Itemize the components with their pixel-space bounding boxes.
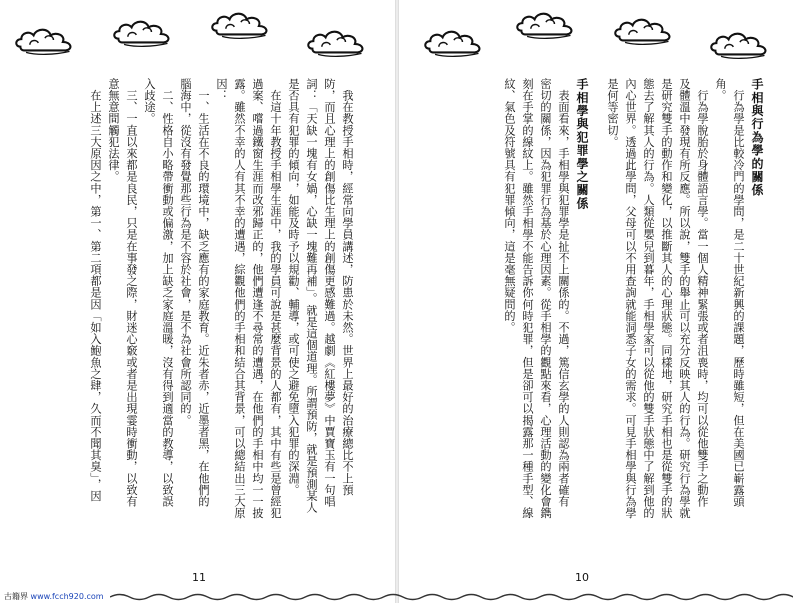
- right-page-text-column: 行為學是比較冷門的學問，是二十世紀新興的課題，歷時雖短，但在美國已嶄露頭: [732, 78, 745, 508]
- left-page-text-column: 過案、嚐過鐵窗生涯而改邪歸正的，他們遭逢不尋常的遭遇，在他們的手相中均一一披: [251, 78, 264, 519]
- footer-site-link[interactable]: www.fcch920.com: [30, 592, 104, 601]
- left-page-text-column: 詞：「天缺一塊有女媧，心缺一塊難再補」。就是這個道理。所謂預防，就是預測某人: [305, 78, 318, 514]
- footer-prefix: 古籍界: [4, 592, 28, 601]
- left-page-text-column: 在這十年教授手相學生涯中，我的學員可說是甚麼背景的人都有，其中有些是曾經犯: [269, 78, 282, 519]
- right-page-text-column: 表面看來，手相學與犯罪學是扯不上關係的。不過，篤信玄學的人則認為兩者確有: [557, 78, 570, 508]
- right-page-text-column: 是研究雙手的動作和變化，以推斷其人的心理狀態。同樣地，研究手相也是從雙手的狀: [660, 78, 673, 519]
- cloud-ornament-icon: [607, 14, 679, 48]
- right-page: [397, 0, 793, 603]
- right-page-text-column: 紋、氣色及符號具有犯罪傾向，這是毫無疑問的。: [503, 78, 516, 334]
- left-page-text-column: 防，而且心理上的創傷比生理上的創傷更感難過。越劇《紅樓夢》中賈寶玉有一句唱: [323, 78, 336, 508]
- page-number-right: 10: [575, 571, 589, 584]
- right-page-column-spacer: [591, 78, 603, 558]
- left-page-text-column: 一、生活在不良的環境中，缺乏應有的家庭教育。近朱者赤，近墨者黑，在他們的: [197, 78, 210, 508]
- right-page-section-heading: 手相學與犯罪學之關係: [575, 78, 589, 210]
- right-page-text: [435, 78, 765, 558]
- left-page-text-column: 我在教授手相時，經常向學員講述，防患於未然。世界上最好的治療總比不上預: [341, 78, 354, 496]
- right-page-text-column: 行為學脫胎於身體語言學。當一個人精神緊張或者沮喪時，均可以從他雙手之動作: [696, 78, 709, 508]
- right-page-text-column: 角。: [714, 78, 727, 102]
- left-page-text-column: 腦海中，從沒有發覺那些行為是不容於社會，是不為社會所認同的。: [179, 78, 192, 426]
- right-page-text-column: 是何等密切。: [606, 78, 619, 148]
- left-page-text-column: 因：: [215, 78, 228, 102]
- left-page: [0, 0, 396, 603]
- left-page-text-column: 露。雖然不幸的人有其不幸的遭遇，綜觀他們的手相和結合其背景，可以總結出三大原: [233, 78, 246, 519]
- footer-watermark: [0, 591, 104, 602]
- wave-border-ornament-icon: [110, 592, 793, 602]
- cloud-ornament-icon: [106, 16, 178, 50]
- footer-band: [0, 590, 793, 603]
- page-number-left: 11: [192, 571, 206, 584]
- right-page-text-column: 態去了解其人的行為。人類從嬰兒到暮年，手相學家可以從他的雙手狀態中了解到他的: [642, 78, 655, 519]
- left-page-text-column: 二、性格自小略帶衝動或偏激，加上缺乏家庭溫暖，沒有得到適當的教導，以致誤: [161, 78, 174, 508]
- cloud-ornament-icon: [417, 26, 489, 60]
- left-page-text-column: 意無意間觸犯法律。: [107, 78, 120, 183]
- left-page-text: [36, 78, 356, 558]
- cloud-ornament-icon: [8, 24, 80, 58]
- cloud-ornament-icon: [509, 8, 581, 42]
- right-page-text-column: 及體溫中發現有所反應。所以說，雙手的舉止可以充分反映其人的行為。研究行為學就: [678, 78, 691, 519]
- left-page-text-column: 三、一直以來都是良民，只是在事發之際，財迷心竅或者是出現霎時衝動，以致有: [125, 78, 138, 508]
- cloud-ornament-icon: [300, 26, 372, 60]
- left-page-text-column: 入歧途。: [143, 78, 156, 125]
- right-page-text-column: 密切的關係，因為犯罪行為基於心理因素。從手相學的觀點來看，心理活動的變化會鐫: [539, 78, 552, 519]
- cloud-ornament-icon: [204, 8, 276, 42]
- left-page-text-column: 是否具有犯罪的傾向，如能及時予以規勸、輔導，或可使之避免墮入犯罪的深淵。: [287, 78, 300, 496]
- right-page-text-column: 刻在手掌的線紋上。雖然手相學不能告訴你何時犯罪，但是卻可以揭露那一種手型、線: [521, 78, 534, 519]
- right-page-section-heading: 手相與行為學的關係: [750, 78, 764, 197]
- right-page-text-column: 內心世界。透過此學問，父母可以不用查詢就能洞悉子女的需求。可見手相學與行為學: [624, 78, 637, 519]
- cloud-ornament-icon: [703, 28, 775, 62]
- left-page-text-column: 在上述三大原因之中，第一、第二項都是因「如入鮑魚之肆，久而不聞其臭」，因: [89, 78, 102, 502]
